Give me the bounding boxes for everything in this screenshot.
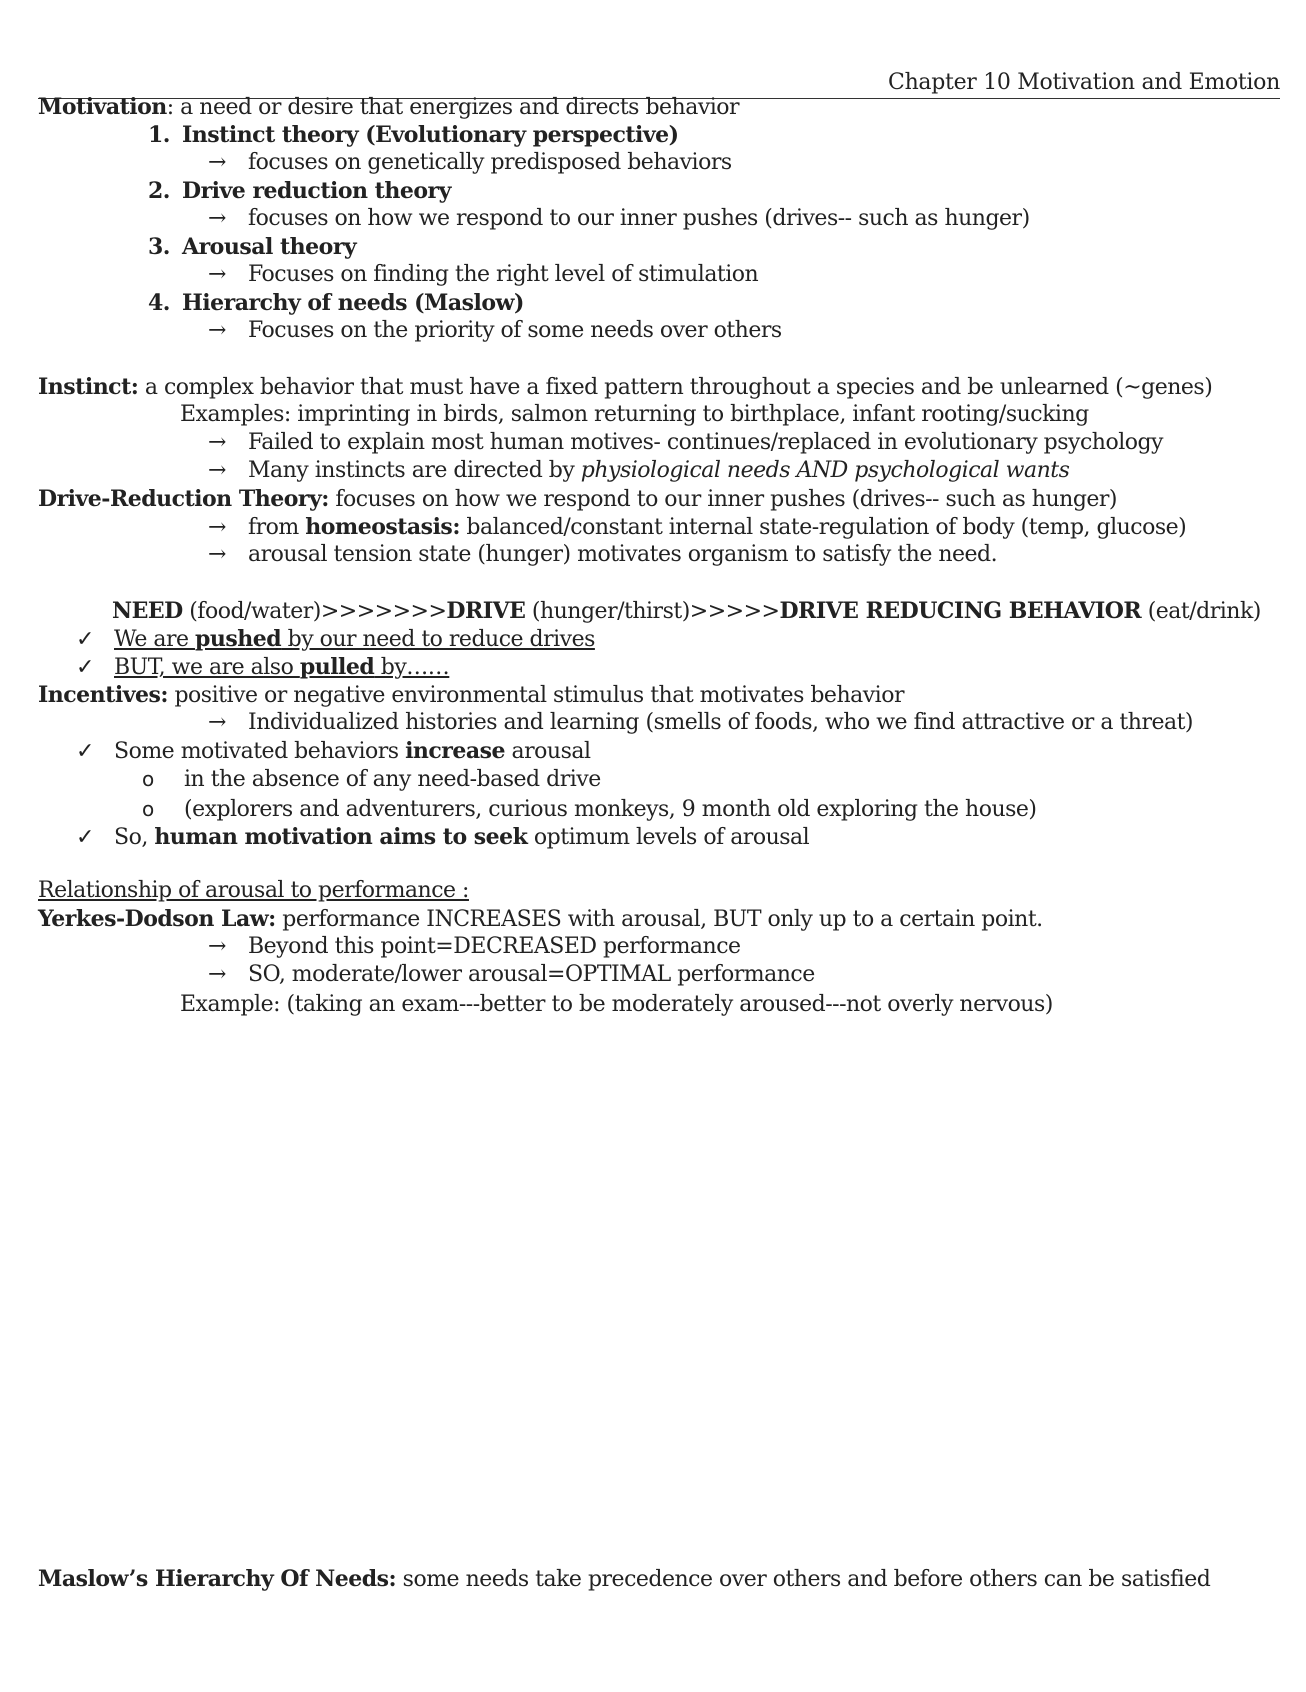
drive-def: focuses on how we respond to our inner pushes (drives-- such as hunger)	[328, 487, 1118, 512]
check-item-optimum	[76, 822, 809, 853]
theory-name: Hierarchy of needs (Maslow)	[182, 290, 524, 316]
theory-item-4	[148, 288, 524, 319]
instinct-term: Instinct:	[38, 374, 139, 400]
homeostasis-term: homeostasis:	[305, 514, 460, 540]
incentives-definition	[38, 680, 904, 711]
sub-text: (explorers and adventurers, curious monkeys, 9 month old exploring the house)	[184, 797, 1037, 822]
check-icon: ✓	[76, 825, 94, 850]
theory-desc-2	[208, 204, 1030, 234]
point-text: Failed to explain most human motives- continues/replaced in evolutionary psychology	[248, 430, 1163, 455]
yerkes-dodson-definition	[38, 904, 1043, 935]
check-icon: ✓	[76, 627, 94, 652]
check-text: BUT, we are also	[114, 655, 300, 680]
sub-item-1	[142, 764, 601, 795]
arrow-icon: →	[208, 515, 226, 540]
sub-item-2	[142, 794, 1037, 825]
chain-behavior: DRIVE REDUCING BEHAVIOR	[779, 598, 1142, 624]
point-text: Many instincts are directed by	[248, 458, 581, 483]
check-text: So,	[114, 825, 155, 850]
check-bold: human motivation aims to seek	[154, 824, 528, 850]
instinct-examples: Examples: imprinting in birds, salmon returning to birthplace, infant rooting/sucking	[180, 402, 1089, 427]
chain-drive: DRIVE	[446, 598, 526, 624]
point-text: arousal tension state (hunger) motivates organism to satisfy the need.	[248, 542, 998, 567]
check-icon: ✓	[76, 655, 94, 680]
theory-desc-1	[208, 148, 732, 178]
arousal-example: Example: (taking an exam---better to be moderately aroused---not overly nervous)	[180, 992, 1053, 1017]
incentives-def: positive or negative environmental stimulus that motivates behavior	[167, 683, 904, 708]
instinct-definition	[38, 372, 1212, 403]
theory-description: focuses on how we respond to our inner pushes (drives-- such as hunger)	[248, 206, 1030, 231]
arousal-heading: Relationship of arousal to performance :	[38, 878, 469, 903]
chain-need-detail: (food/water)>>>>>>>	[182, 599, 447, 624]
check-text: optimum levels of arousal	[527, 825, 810, 850]
point-text: SO, moderate/lower arousal=OPTIMAL performance	[248, 962, 815, 987]
theory-number: 2.	[148, 178, 170, 204]
check-item-pushed	[76, 624, 595, 655]
check-text: Some motivated behaviors	[114, 739, 406, 764]
theory-number: 4.	[148, 290, 170, 316]
maslow-term: Maslow’s Hierarchy Of Needs:	[38, 1566, 397, 1592]
point-italic: physiological needs AND psychological wants	[580, 458, 1070, 483]
theory-description: Focuses on finding the right level of stimulation	[248, 262, 759, 287]
arrow-icon: →	[208, 262, 226, 287]
check-bold: pulled	[299, 654, 375, 680]
circle-bullet-icon: o	[142, 767, 154, 791]
instinct-point-1	[208, 428, 1163, 458]
point-text: from	[248, 515, 306, 540]
arrow-icon: →	[208, 318, 226, 343]
check-item-pulled	[76, 652, 449, 683]
arrow-icon: →	[208, 206, 226, 231]
theory-name: Arousal theory	[182, 234, 357, 260]
circle-bullet-icon: o	[142, 797, 154, 821]
instinct-def: a complex behavior that must have a fixed pattern throughout a species and be unlearned (~genes)	[138, 375, 1213, 400]
yerkes-dodson-term: Yerkes-Dodson Law:	[38, 906, 276, 932]
arrow-icon: →	[208, 962, 226, 987]
theory-description: Focuses on the priority of some needs over others	[248, 318, 782, 343]
incentives-point-1	[208, 708, 1193, 738]
instinct-point-2	[208, 456, 1069, 486]
point-text: Individualized histories and learning (smells of foods, who we find attractive or a threat)	[248, 710, 1194, 735]
chapter-title: Chapter 10 Motivation and Emotion	[888, 70, 1280, 95]
theory-name: Instinct theory (Evolutionary perspective)	[182, 122, 679, 148]
arrow-icon: →	[208, 934, 226, 959]
drive-point-1	[208, 512, 1186, 543]
arrow-icon: →	[208, 458, 226, 483]
arrow-icon: →	[208, 542, 226, 567]
check-item-increase	[76, 736, 591, 767]
theory-item-2	[148, 176, 451, 207]
theory-desc-3	[208, 260, 758, 290]
theory-number: 3.	[148, 234, 170, 260]
arousal-point-2	[208, 960, 815, 990]
motivation-definition	[38, 92, 739, 123]
sub-text: in the absence of any need-based drive	[184, 767, 601, 792]
arrow-icon: →	[208, 430, 226, 455]
theory-desc-4	[208, 316, 782, 346]
chain-need: NEED	[112, 598, 183, 624]
need-drive-chain	[112, 596, 1261, 627]
arrow-icon: →	[208, 710, 226, 735]
theory-item-1	[148, 120, 679, 151]
check-text: We are	[114, 627, 195, 652]
theory-item-3	[148, 232, 356, 263]
drive-definition	[38, 484, 1117, 515]
check-bold: pushed	[194, 626, 282, 652]
arrow-icon: →	[208, 150, 226, 175]
theory-description: focuses on genetically predisposed behaviors	[248, 150, 732, 175]
theory-name: Drive reduction theory	[182, 178, 451, 204]
yerkes-dodson-def: performance INCREASES with arousal, BUT only up to a certain point.	[275, 907, 1043, 932]
check-text: by……	[374, 655, 450, 680]
chain-drive-detail: (hunger/thirst)>>>>>	[525, 599, 780, 624]
chain-behavior-detail: (eat/drink)	[1141, 599, 1261, 624]
check-text: by our need to reduce drives	[281, 627, 595, 652]
drive-point-2	[208, 540, 997, 570]
check-text: arousal	[505, 739, 591, 764]
arousal-point-1	[208, 932, 741, 962]
theory-number: 1.	[148, 122, 170, 148]
check-bold: increase	[405, 738, 506, 764]
check-icon: ✓	[76, 739, 94, 764]
maslow-definition	[38, 1564, 1210, 1595]
incentives-term: Incentives:	[38, 682, 168, 708]
point-text: balanced/constant internal state-regulation of body (temp, glucose)	[459, 515, 1187, 540]
maslow-def: some needs take precedence over others and before others can be satisfied	[396, 1567, 1211, 1592]
drive-term: Drive-Reduction Theory:	[38, 486, 329, 512]
motivation-term: Motivation	[38, 94, 167, 120]
point-text: Beyond this point=DECREASED performance	[248, 934, 741, 959]
motivation-def: : a need or desire that energizes and directs behavior	[166, 95, 740, 120]
